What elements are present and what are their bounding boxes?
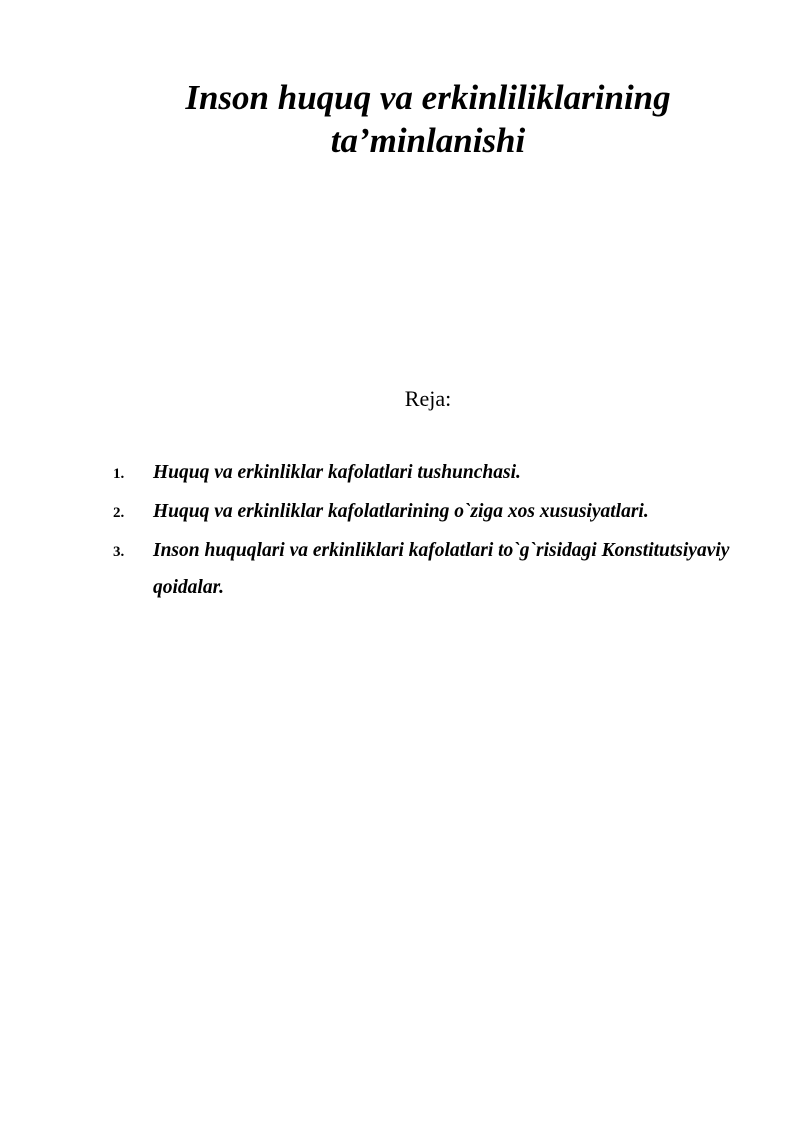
list-item-number: 1. (113, 466, 125, 482)
list-item-text: Inson huquqlari va erkinliklari kafolatlari to`g`risidagi Konstitutsiyaviy qoidalar. (153, 540, 730, 598)
plan-heading: Reja: (404, 386, 452, 411)
list-item (113, 493, 773, 532)
title-line-1: Inson huquq va erkinliliklarining (185, 78, 671, 117)
list-item-number: 2. (113, 505, 125, 521)
list-item (113, 454, 773, 493)
page-title (0, 76, 800, 162)
title-line-2: ta’minlanishi (330, 121, 526, 160)
list-item-number: 3. (113, 544, 125, 560)
list-item-text: Huquq va erkinliklar kafolatlari tushunchasi. (153, 462, 521, 483)
plan-list (113, 454, 773, 606)
list-item-text: Huquq va erkinliklar kafolatlarining o`ziga xos xususiyatlari. (153, 501, 649, 522)
list-item (113, 532, 773, 606)
